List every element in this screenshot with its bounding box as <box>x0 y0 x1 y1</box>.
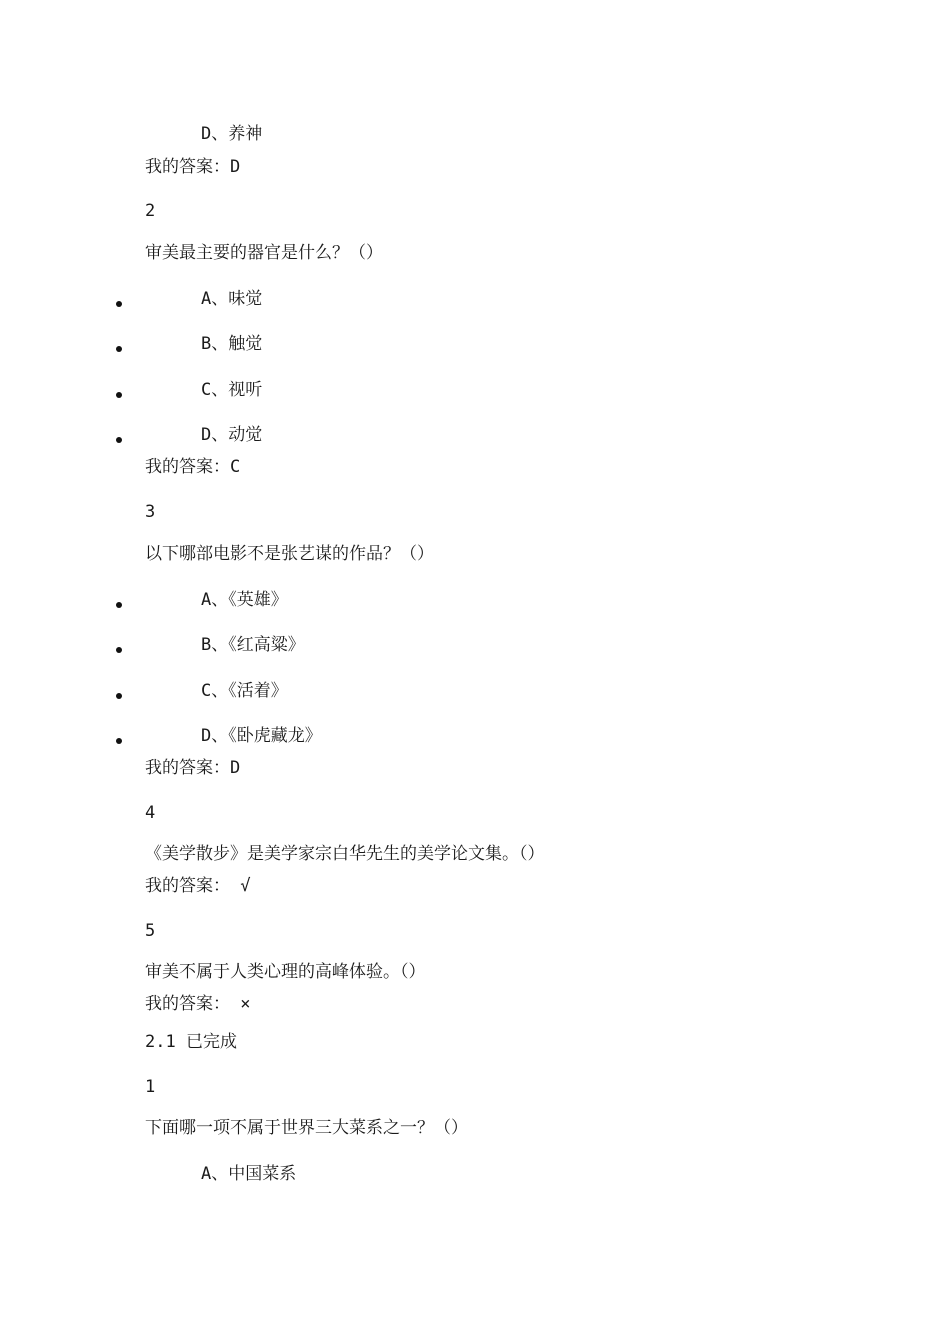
my-answer: 我的答案： × <box>145 994 251 1014</box>
question-number: 2 <box>145 201 156 221</box>
option-a: A、味觉 <box>201 289 263 309</box>
option-d: D、养神 <box>201 124 263 144</box>
my-answer: 我的答案：D <box>145 758 241 778</box>
question-text: 《美学散步》是美学家宗白华先生的美学论文集。（） <box>145 844 545 864</box>
question-number: 3 <box>145 502 156 522</box>
my-answer: 我的答案： √ <box>145 876 251 896</box>
bullet-icon <box>116 301 122 307</box>
option-b: B、《红高粱》 <box>201 635 305 655</box>
bullet-icon <box>116 602 122 608</box>
question-number: 1 <box>145 1077 156 1097</box>
my-answer: 我的答案：D <box>145 157 241 177</box>
question-text: 下面哪一项不属于世界三大菜系之一？（） <box>145 1118 468 1138</box>
section-title: 2.1 已完成 <box>145 1032 237 1052</box>
option-a: A、中国菜系 <box>201 1164 297 1184</box>
bullet-icon <box>116 647 122 653</box>
question-text: 审美不属于人类心理的高峰体验。（） <box>145 962 426 982</box>
question-number: 4 <box>145 803 156 823</box>
bullet-icon <box>116 392 122 398</box>
option-c: C、视听 <box>201 380 263 400</box>
option-b: B、触觉 <box>201 334 263 354</box>
question-text: 审美最主要的器官是什么？（） <box>145 243 383 263</box>
bullet-icon <box>116 693 122 699</box>
option-a: A、《英雄》 <box>201 590 288 610</box>
option-d: D、《卧虎藏龙》 <box>201 726 322 746</box>
option-c: C、《活着》 <box>201 681 288 701</box>
bullet-icon <box>116 346 122 352</box>
my-answer: 我的答案：C <box>145 457 241 477</box>
option-d: D、动觉 <box>201 425 263 445</box>
bullet-icon <box>116 738 122 744</box>
question-text: 以下哪部电影不是张艺谋的作品？（） <box>145 544 434 564</box>
bullet-icon <box>116 437 122 443</box>
question-number: 5 <box>145 921 156 941</box>
